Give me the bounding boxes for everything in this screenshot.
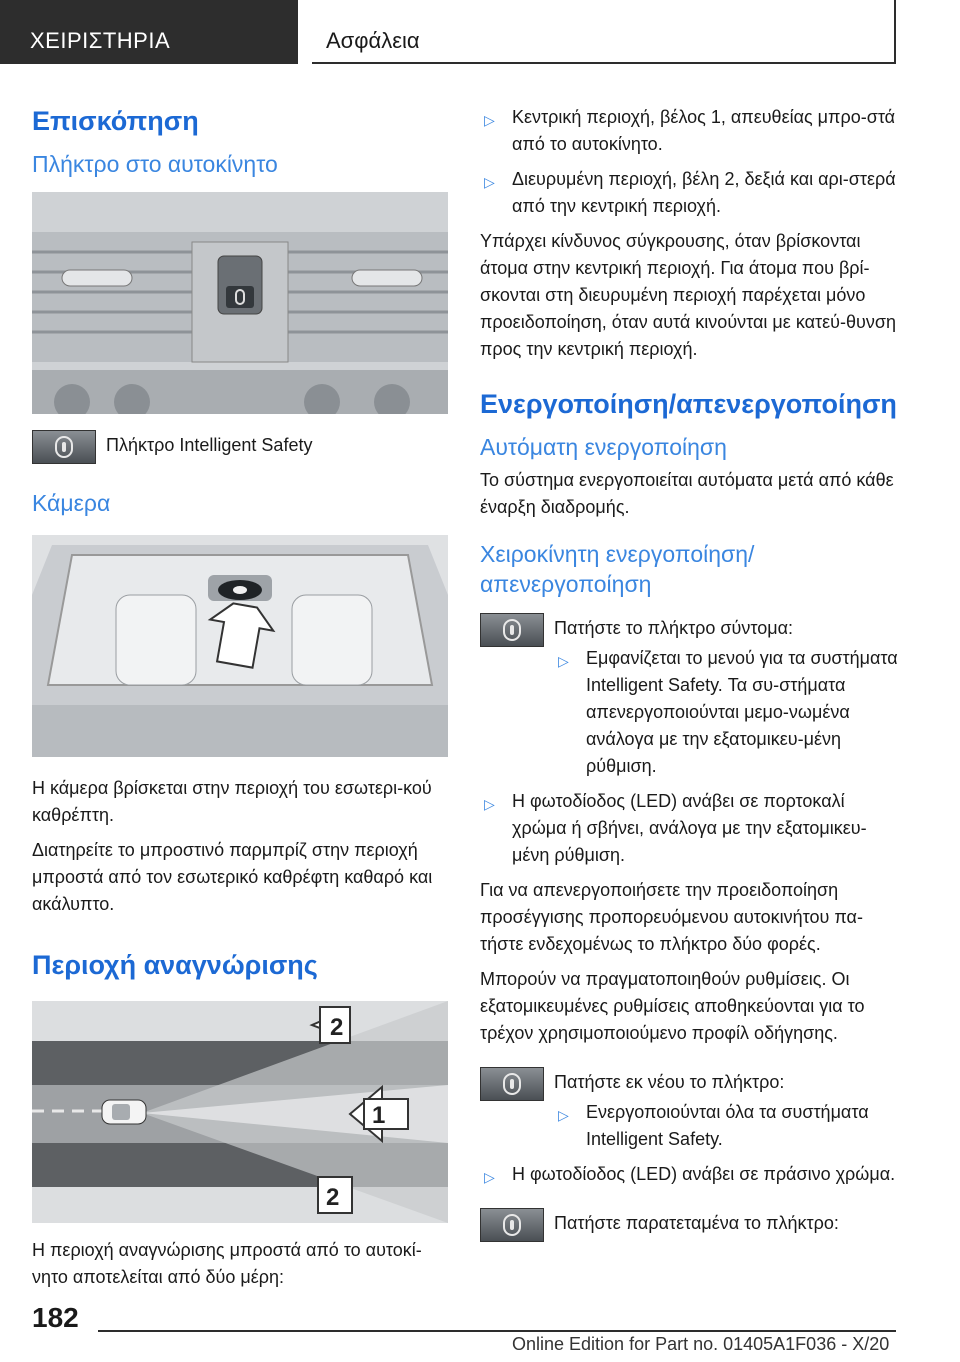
camera-paragraph-2: Διατηρείτε το μπροστινό παρμπρίζ στην περιοχή μπροστά από τον εσωτερικό καθρέφτη καθαρό και ακάλυπτο. <box>32 840 433 914</box>
manual-activation-heading: Χειροκίνητη ενεργοποίηση/ απενεργοποίηση <box>480 541 755 597</box>
press-long-text: Πατήστε παρατεταμένα το πλήκτρο: <box>554 1213 839 1233</box>
diagram-label-2-bottom: 2 <box>326 1184 340 1211</box>
detection-paragraph: Η περιοχή αναγνώρισης μπροστά από το αυτοκί‐νητο αποτελείται από δύο μέρη: <box>32 1240 422 1287</box>
press-short-text: Πατήστε το πλήκτρο σύντομα: <box>554 618 794 638</box>
press-again-text: Πατήστε εκ νέου το πλήκτρο: <box>554 1072 785 1092</box>
intelligent-safety-button-icon <box>480 1208 544 1242</box>
right-column <box>480 104 900 1252</box>
bullet-triangle-icon: ▷ <box>484 1169 495 1185</box>
dashboard-button-photo <box>32 192 448 414</box>
bullet-triangle-icon: ▷ <box>558 653 569 669</box>
section-tab: Ασφάλεια <box>312 0 896 64</box>
intelligent-safety-button-icon <box>480 1067 544 1101</box>
settings-paragraph: Μπορούν να πραγματοποιηθούν ρυθμίσεις. Οι εξατομικευμένες ρυθμίσεις αποθηκεύονται για το τρέχον χρησιμοποιούμενο προφίλ οδήγησης. <box>480 969 865 1043</box>
footer-divider <box>98 1330 896 1332</box>
deactivate-paragraph: Για να απενεργοποιήσετε την προειδοποίηση προσέγγισης προπορευόμενου αυτοκινήτου πα‐τήστε ενδεχομένως το πλήκτρο δύο φορές. <box>480 880 863 954</box>
auto-activation-heading: Αυτόματη ενεργοποίηση <box>480 434 727 460</box>
left-column <box>32 100 448 1299</box>
camera-photo <box>32 535 448 757</box>
bullet-triangle-icon: ▷ <box>484 796 495 812</box>
chapter-tab: ΧΕΙΡΙΣΤΗΡΙΑ <box>0 0 298 64</box>
camera-paragraph-1: Η κάμερα βρίσκεται στην περιοχή του εσωτερι‐κού καθρέπτη. <box>32 778 432 825</box>
button-heading: Πλήκτρο στο αυτοκίνητο <box>32 151 278 177</box>
press-short-row <box>480 613 900 647</box>
intelligent-safety-button-icon <box>32 430 96 464</box>
diagram-label-2-top: 2 <box>330 1014 344 1041</box>
overview-heading: Επισκόπηση <box>32 106 199 136</box>
detection-heading: Περιοχή αναγνώρισης <box>32 950 318 980</box>
camera-heading: Κάμερα <box>32 490 111 516</box>
bullet-triangle-icon: ▷ <box>484 174 495 190</box>
auto-activation-paragraph: Το σύστημα ενεργοποιείται αυτόματα μετά από κάθε έναρξη διαδρομής. <box>480 470 894 517</box>
nested-bullet-activate-all: ▷ Ενεργοποιούνται όλα τα συστήματα Intelligent Safety. <box>558 1102 869 1149</box>
intelligent-safety-button-icon <box>480 613 544 647</box>
bullet-led-orange: ▷ Η φωτοδίοδος (LED) ανάβει σε πορτοκαλί χρώμα ή σβήνει, ανάλογα με την εξατομικευ‐μένη ρύθμιση. <box>484 791 867 865</box>
page-header <box>0 0 960 64</box>
button-caption: Πλήκτρο Intelligent Safety <box>106 435 313 455</box>
detection-area-diagram <box>32 1001 448 1223</box>
bullet-extended-area: ▷ Διευρυμένη περιοχή, βέλη 2, δεξιά και αρι‐στερά από την κεντρική περιοχή. <box>484 169 896 216</box>
activation-heading: Ενεργοποίηση/απενεργοποίηση <box>480 389 897 419</box>
page-number: 182 <box>32 1302 79 1333</box>
press-long-row <box>480 1208 900 1242</box>
bullet-triangle-icon: ▷ <box>484 112 495 128</box>
edition-text: Online Edition for Part no. 01405A1F036 - X/20 <box>512 1334 890 1354</box>
risk-paragraph: Υπάρχει κίνδυνος σύγκρουσης, όταν βρίσκονται άτομα στην κεντρική περιοχή. Για άτομα που βρί‐σκονται στη διευρυμένη περιοχή παρέχεται μόνο προειδοποίηση, όταν αυτά κινούνται με κατεύ‐θυνση προς την κεντρική περιοχή. <box>480 231 896 359</box>
bullet-central-area: ▷ Κεντρική περιοχή, βέλος 1, απευθείας μπρο‐στά από το αυτοκίνητο. <box>484 107 896 154</box>
bullet-triangle-icon: ▷ <box>558 1107 569 1123</box>
bullet-led-green: ▷ Η φωτοδίοδος (LED) ανάβει σε πράσινο χρώμα. <box>480 1161 900 1188</box>
nested-bullet-menu: ▷ Εμφανίζεται το μενού για τα συστήματα Intelligent Safety. Τα συ‐στήματα απενεργοποιούνται μεμο‐νωμένα ανάλογα με την εξατομικευ‐μένη ρύθμιση. <box>558 648 898 776</box>
press-again-row <box>480 1067 900 1101</box>
diagram-label-1: 1 <box>372 1102 386 1129</box>
button-caption-row <box>32 430 448 464</box>
